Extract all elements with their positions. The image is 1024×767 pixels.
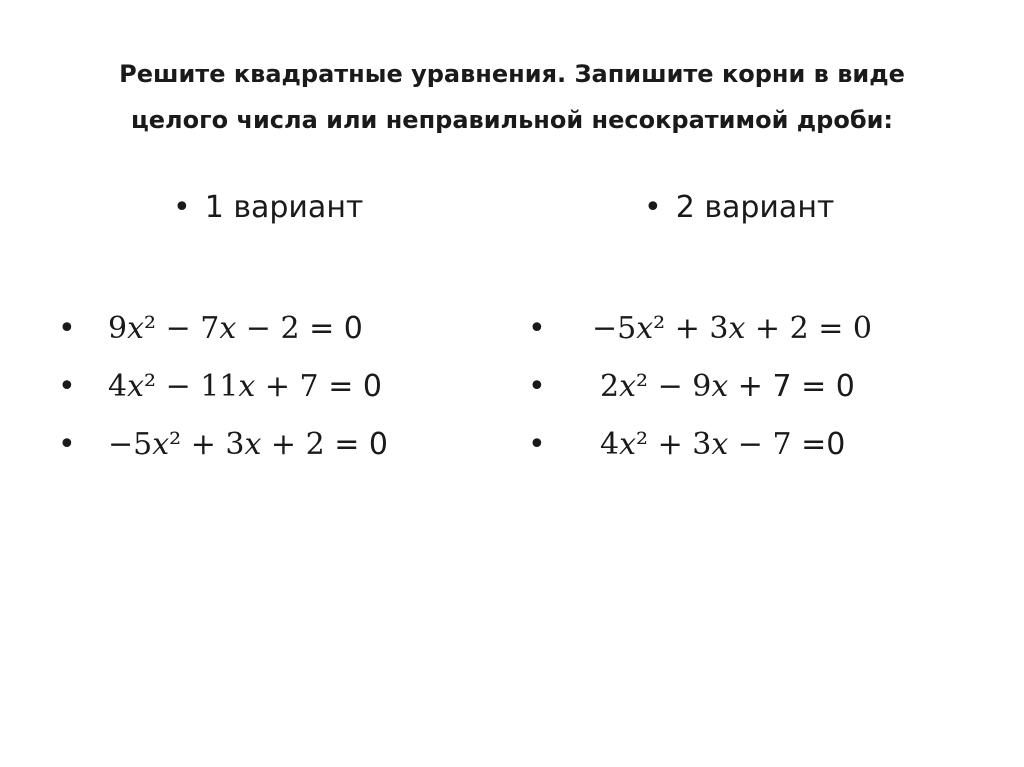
equation-lhs: 4𝑥² + 3𝑥 − 7 <box>600 427 792 462</box>
equation-rhs: =0 <box>801 427 846 462</box>
variant-1-heading-text: 1 вариант <box>204 190 364 225</box>
bullet: • <box>173 190 191 225</box>
equation-lhs: −5𝑥² + 3𝑥 + 2 = 0 <box>592 311 872 346</box>
title-line-1: Решите квадратные уравнения. Запишите корни в виде <box>119 60 905 88</box>
equation-lhs: 4𝑥² − 11𝑥 + 7 <box>108 369 319 404</box>
variant-2-heading-text: 2 вариант <box>675 190 835 225</box>
slide-title <box>0 51 1024 143</box>
variant-1-equation-3 <box>58 416 388 474</box>
bullet: • <box>528 369 546 404</box>
equation-lhs: −5𝑥² + 3𝑥 + 2 <box>108 427 325 462</box>
variant-1-equation-2 <box>58 358 388 416</box>
variant-2-equation-3 <box>528 416 872 474</box>
variant-2-equation-list <box>528 300 872 474</box>
equation-lhs: 2𝑥² − 9𝑥 <box>600 369 729 404</box>
bullet: • <box>58 369 76 404</box>
bullet: • <box>644 190 662 225</box>
variant-1-equation-list <box>58 300 388 474</box>
bullet: • <box>528 311 546 346</box>
variant-2-equation-1 <box>528 300 872 358</box>
equation-rhs: + 7 = 0 <box>737 369 855 404</box>
variant-2-equation-2 <box>528 358 872 416</box>
equation-rhs: = 0 <box>328 369 382 404</box>
variant-1-heading <box>173 186 363 230</box>
variant-1-equation-1 <box>58 300 388 358</box>
equation-rhs: = 0 <box>334 427 388 462</box>
equation-lhs: 9𝑥² − 7𝑥 − 2 <box>108 311 300 346</box>
bullet: • <box>528 427 546 462</box>
bullet: • <box>58 427 76 462</box>
title-line-2: целого числа или неправильной несократимой дроби: <box>130 106 893 134</box>
bullet: • <box>58 311 76 346</box>
variant-2-heading <box>644 186 834 230</box>
equation-rhs: = 0 <box>309 311 363 346</box>
